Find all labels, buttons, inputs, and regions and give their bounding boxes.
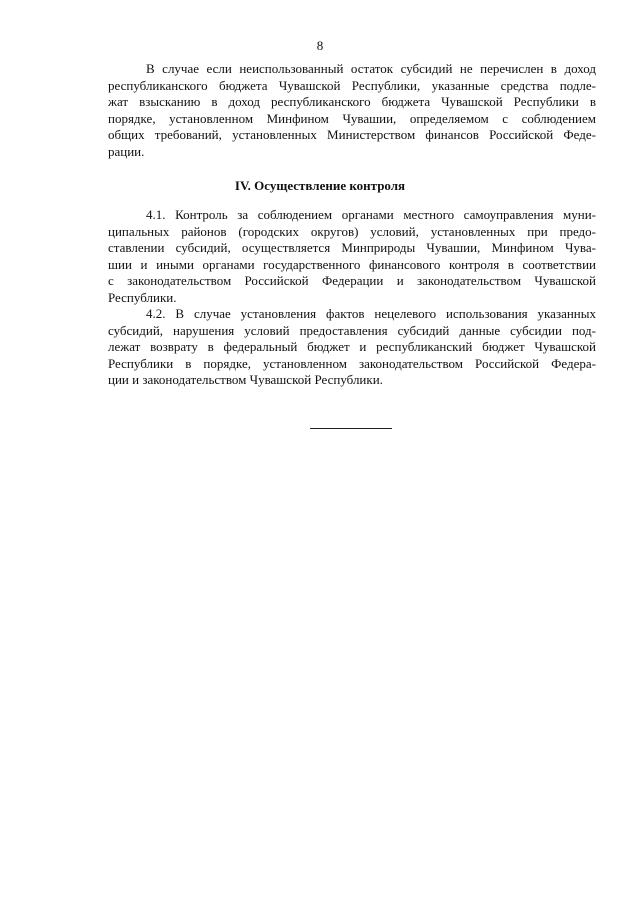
paragraph-line: 4.1. Контроль за соблюдением органами местного самоуправления муни-	[146, 207, 596, 222]
paragraph-line: Республики.	[108, 289, 177, 305]
paragraph-line: ции и законодательством Чувашской Республики.	[108, 372, 383, 387]
paragraph-line: рации.	[108, 143, 145, 159]
paragraph-line: лежат возврату в федеральный бюджет и республиканский бюджет Чувашской	[108, 339, 596, 354]
paragraph-line: шии и иными органами государственного финансового контроля в соответствии	[108, 256, 596, 272]
end-of-document-rule	[310, 428, 392, 429]
paragraph-line: ципальных районов (городских округов) условий, установленных при предо-	[108, 223, 596, 239]
paragraph-line: ставлении субсидий, осуществляется Минприроды Чувашии, Минфином Чува-	[108, 240, 596, 255]
paragraph-line: субсидий, нарушения условий предоставления субсидий данные субсидии под-	[108, 322, 596, 338]
section-heading: IV. Осуществление контроля	[234, 178, 406, 193]
paragraph-unused-subsidy-balance	[108, 61, 596, 160]
paragraph-line: жат взысканию в доход республиканского бюджета Чувашской Республики в	[108, 94, 596, 109]
paragraph-line: с законодательством Российской Федерации и законодательством Чувашской	[108, 273, 596, 288]
paragraph-line: Республики в порядке, установленном законодательством Российской Федера-	[108, 355, 596, 371]
paragraph-4-1-control	[108, 207, 596, 306]
paragraph-line: общих требований, установленных Министерством финансов Российской Феде-	[108, 127, 596, 142]
paragraph-line: порядке, установленном Минфином Чувашии, определяемом с соблюдением	[108, 110, 596, 126]
page-number: 8	[316, 38, 324, 53]
paragraph-line: республиканского бюджета Чувашской Республики, указанные средства подле-	[108, 77, 596, 93]
paragraph-line: В случае если неиспользованный остаток субсидий не перечислен в доход	[146, 61, 596, 76]
paragraph-line: 4.2. В случае установления фактов нецелевого использования указанных	[146, 306, 596, 321]
paragraph-4-2-refund	[108, 306, 596, 389]
